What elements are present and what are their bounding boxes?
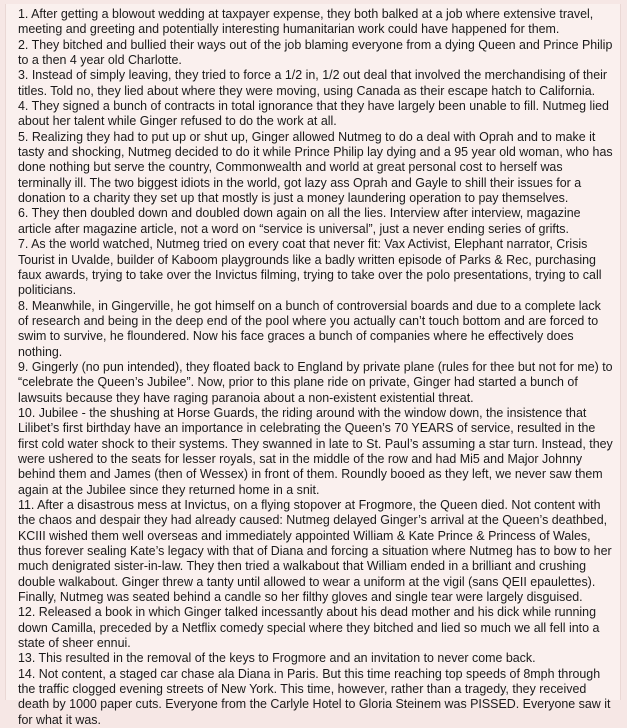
list-item: 12. Released a book in which Ginger talked incessantly about his dead mother and his dick while running down Camilla, preceded by a Netflix comedy special where they bitched and lied so much we all fell into a state of sheer ennui. — [18, 605, 600, 651]
list-item: 5. Realizing they had to put up or shut up, Ginger allowed Nutmeg to do a deal with Oprah and to make it tasty and shocking, Nutmeg decided to do it while Prince Philip lay dying and a 95 year old woman, who has done nothing but serve the country, Commonwealth and world at great personal cost to herself was terminally ill. The two biggest idiots in the world, got lazy ass Oprah and Gayle to shill their issues for a donation to a charity they set up that mostly is just a money laundering operation to pay themselves. — [18, 129, 613, 206]
list-item: 11. After a disastrous mess at Invictus, on a flying stopover at Frogmore, the Queen died. Not content with the chaos and despair they had already caused: Nutmeg delayed Ginger’s arrival at the Queen’s deathbed, KCIII wished them well overseas and immediately appointed William & Kate Prince & Princess of Wales, thus forever sealing Kate’s legacy with that of Diana and forcing a situation where Nutmeg has to bow to her much denigrated sister-in-law. They then tried a walkabout that William ended in a brilliant and crushing double walkabout. Ginger threw a tanty until allowed to wear a uniform at the vigil (sans QEII epaulettes). Finally, Nutmeg was seated behind a candle so her filthy gloves and single tear were largely disguised. — [18, 498, 612, 605]
list-item: 7. As the world watched, Nutmeg tried on every coat that never fit: Vax Activist, Elephant narrator, Crisis Tourist in Uvalde, builder of Kaboom playgrounds like a badly written episode of Parks & Rec, purchasing faux awards, trying to take over the Invictus filming, trying to take over the polo presentations, trying to call politicians. — [18, 237, 602, 298]
list-item: 4. They signed a bunch of contracts in total ignorance that they have largely been unable to fill. Nutmeg lied about her talent while Ginger refused to do the work at all. — [18, 99, 609, 129]
document-body — [6, 4, 620, 728]
document-page — [5, 4, 621, 727]
list-item: 2. They bitched and bullied their ways out of the job blaming everyone from a dying Queen and Prince Philip to a then 4 year old Charlotte. — [18, 37, 613, 68]
list-item: 10. Jubilee - the shushing at Horse Guards, the riding around with the window down, the insistence that Lilibet’s first birthday have an importance in celebrating the Queen’s 70 YEARS of service, resulted in the first cold water shock to their systems. They swanned in late to St. Paul’s assuming a star turn. Instead, they were ushered to the seats for lesser royals, sat in the middle of the row and had Mi5 and Major Johnny behind them and James (then of Wessex) in front of them. Roundly booed as they left, we never saw them again at the Jubilee since they returned home in a snit. — [18, 405, 613, 497]
list-item: 6. They then doubled down and doubled down again on all the lies. Interview after interview, magazine article after magazine article, not a word on “service is universal”, just a never ending series of grifts. — [18, 206, 581, 236]
list-item: 3. Instead of simply leaving, they tried to force a 1/2 in, 1/2 out deal that involved the merchandising of their titles. Told no, they lied about where they were moving, using Canada as their escape hatch to California. — [18, 68, 608, 98]
list-item: 13. This resulted in the removal of the keys to Frogmore and an invitation to never come back. — [18, 651, 536, 666]
list-item: 1. After getting a blowout wedding at taxpayer expense, they both balked at a job where extensive travel, meeting and greeting and potentially interesting humanitarian work could have happened for them. — [18, 7, 594, 37]
list-item: 8. Meanwhile, in Gingerville, he got himself on a bunch of controversial boards and due to a complete lack of research and being in the deep end of the pool where you actually can’t touch bottom and are forced to swim to survive, he floundered. Now his face graces a bunch of companies where he effectively does nothing. — [18, 298, 601, 359]
list-item: 14. Not content, a staged car chase ala Diana in Paris. But this time reaching top speeds of 8mph through the traffic clogged evening streets of New York. This time, however, rather than a tragedy, they received death by 1000 paper cuts. Everyone from the Carlyle Hotel to Gloria Steinem was PISSED. Everyone saw it for what it was. — [18, 666, 611, 727]
list-item: 9. Gingerly (no pun intended), they floated back to England by private plane (rules for thee but not for me) to “celebrate the Queen’s Jubilee”. Now, prior to this plane ride on private, Ginger had started a bunch of lawsuits because they have raging paranoia about a non-existent existential threat. — [18, 359, 613, 405]
